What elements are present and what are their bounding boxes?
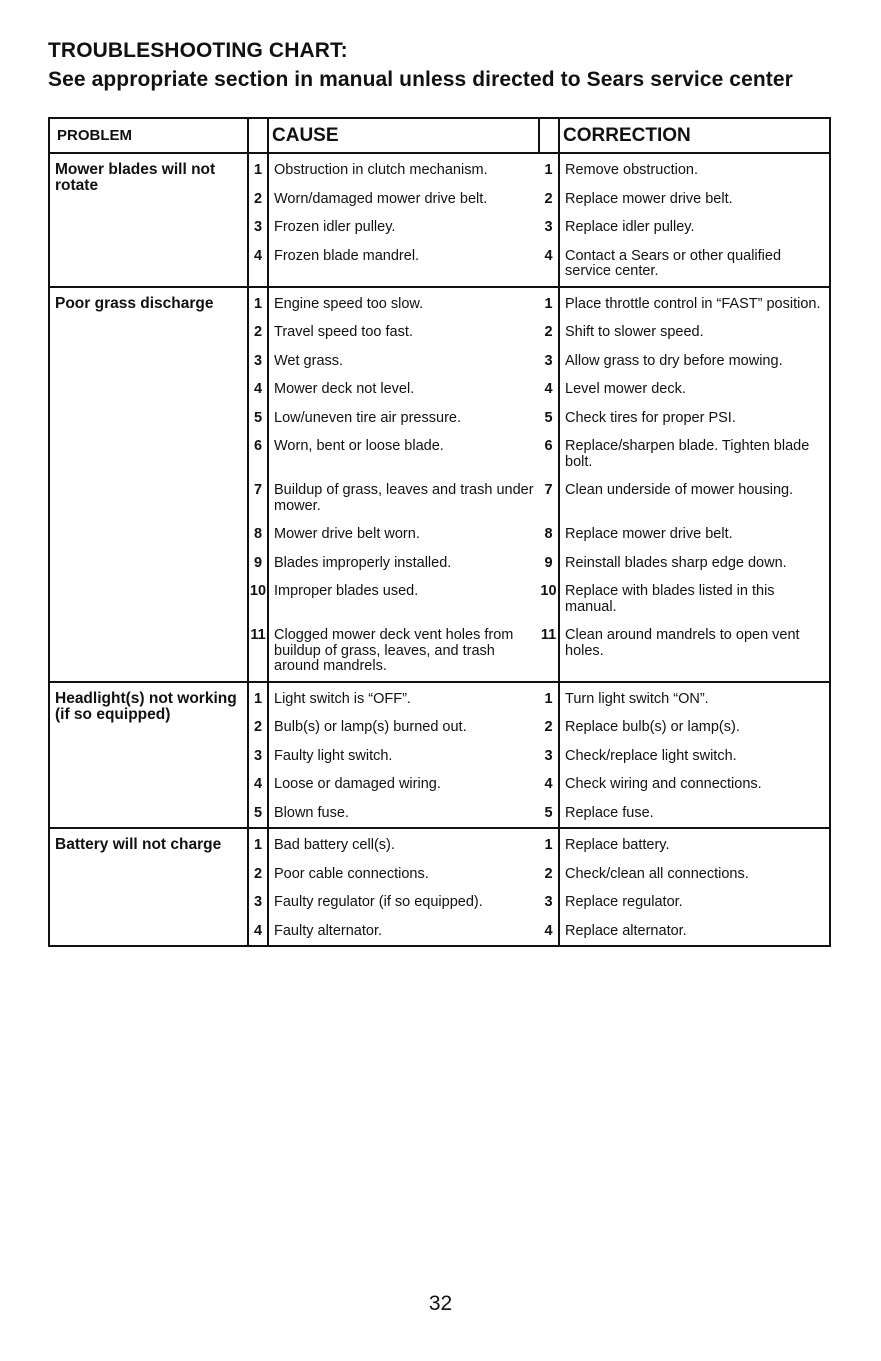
problem-cell: Headlight(s) not working (if so equipped) <box>49 682 248 829</box>
correction-number: 9 <box>539 549 559 578</box>
cause-cell: Blown fuse. <box>274 804 349 821</box>
table-row <box>49 828 830 860</box>
correction-number: 5 <box>539 404 559 433</box>
correction-cell: Allow grass to dry before mowing. <box>565 352 783 369</box>
cause-number: 1 <box>248 682 268 714</box>
correction-cell: Check/replace light switch. <box>565 747 737 764</box>
cause-number: 7 <box>248 476 268 520</box>
correction-number: 1 <box>539 287 559 319</box>
correction-number: 3 <box>539 742 559 771</box>
correction-cell: Check tires for proper PSI. <box>565 409 736 426</box>
correction-number: 3 <box>539 347 559 376</box>
correction-number: 1 <box>539 828 559 860</box>
cause-cell: Low/uneven tire air pressure. <box>274 409 461 426</box>
correction-number: 2 <box>539 713 559 742</box>
cause-cell: Bad battery cell(s). <box>268 828 539 860</box>
correction-cell: Replace idler pulley. <box>565 219 695 235</box>
cause-cell: Engine speed too slow. <box>268 287 539 319</box>
cause-number: 4 <box>248 375 268 404</box>
cause-number: 3 <box>248 888 268 917</box>
correction-cell: Replace battery. <box>559 828 830 860</box>
correction-cell: Reinstall blades sharp edge down. <box>565 554 787 571</box>
page-subtitle: See appropriate section in manual unless directed to Sears service center <box>48 68 793 91</box>
cause-cell: Light switch is “OFF”. <box>268 682 539 714</box>
cause-number: 1 <box>248 828 268 860</box>
correction-number: 1 <box>539 153 559 185</box>
column-header-cause-number <box>248 118 268 153</box>
cause-number: 1 <box>248 287 268 319</box>
correction-number: 8 <box>539 520 559 549</box>
page-number: 32 <box>428 1292 453 1315</box>
correction-number: 6 <box>539 432 559 476</box>
cause-number: 2 <box>248 713 268 742</box>
correction-number: 4 <box>539 770 559 799</box>
correction-cell: Check wiring and connections. <box>565 776 762 792</box>
cause-cell: Bulb(s) or lamp(s) burned out. <box>274 719 467 735</box>
cause-cell: Faulty alternator. <box>274 922 382 939</box>
correction-cell: Contact a Sears or other qualified service center. <box>565 247 782 279</box>
cause-cell: Clogged mower deck vent holes from buildup of grass, leaves, and trash around mandrels. <box>274 627 514 674</box>
cause-number: 2 <box>248 185 268 214</box>
correction-number: 4 <box>539 242 559 287</box>
cause-number: 10 <box>248 577 268 621</box>
correction-number: 7 <box>539 476 559 520</box>
correction-number: 11 <box>539 621 559 682</box>
table-row <box>49 682 830 714</box>
table-row <box>49 153 830 185</box>
problem-cell: Poor grass discharge <box>49 287 248 682</box>
cause-number: 9 <box>248 549 268 578</box>
correction-cell: Clean underside of mower housing. <box>565 482 794 498</box>
correction-number: 10 <box>539 577 559 621</box>
correction-number: 4 <box>539 917 559 947</box>
cause-number: 3 <box>248 347 268 376</box>
correction-number: 2 <box>539 318 559 347</box>
correction-cell: Replace fuse. <box>565 804 654 821</box>
column-header-correction-number <box>539 118 559 153</box>
correction-cell: Replace mower drive belt. <box>565 526 733 542</box>
correction-cell: Replace regulator. <box>565 894 683 910</box>
cause-number: 2 <box>248 860 268 889</box>
cause-cell: Loose or damaged wiring. <box>274 776 441 792</box>
correction-number: 4 <box>539 375 559 404</box>
column-header-correction: CORRECTION <box>559 118 830 153</box>
problem-cell: Battery will not charge <box>49 828 248 946</box>
cause-cell: Mower drive belt worn. <box>274 526 420 542</box>
cause-number: 1 <box>248 153 268 185</box>
correction-number: 1 <box>539 682 559 714</box>
correction-number: 2 <box>539 185 559 214</box>
correction-number: 5 <box>539 799 559 829</box>
cause-cell: Travel speed too fast. <box>274 324 413 340</box>
correction-number: 2 <box>539 860 559 889</box>
correction-cell: Replace/sharpen blade. Tighten blade bolt. <box>565 438 810 470</box>
correction-cell: Replace with blades listed in this manual. <box>565 583 775 615</box>
correction-cell: Place throttle control in “FAST” position. <box>559 287 830 319</box>
cause-cell: Wet grass. <box>274 352 344 369</box>
correction-cell: Check/clean all connections. <box>565 865 749 882</box>
page-title: TROUBLESHOOTING CHART: <box>48 39 348 62</box>
column-header-cause: CAUSE <box>268 118 539 153</box>
cause-number: 4 <box>248 242 268 287</box>
table-row <box>49 287 830 319</box>
cause-cell: Faulty regulator (if so equipped). <box>274 894 483 910</box>
correction-cell: Replace alternator. <box>565 922 687 939</box>
correction-cell: Clean around mandrels to open vent holes. <box>565 627 800 659</box>
column-header-problem: PROBLEM <box>49 118 248 153</box>
cause-cell: Frozen blade mandrel. <box>274 247 420 264</box>
cause-cell: Poor cable connections. <box>274 865 429 882</box>
cause-cell: Mower deck not level. <box>274 381 415 397</box>
correction-cell: Replace bulb(s) or lamp(s). <box>565 719 740 735</box>
cause-cell: Blades improperly installed. <box>274 554 452 571</box>
correction-cell: Shift to slower speed. <box>565 324 704 340</box>
table-header-row <box>49 118 830 153</box>
cause-number: 5 <box>248 404 268 433</box>
correction-cell: Turn light switch “ON”. <box>559 682 830 714</box>
troubleshooting-table <box>48 117 831 947</box>
correction-number: 3 <box>539 888 559 917</box>
cause-cell: Improper blades used. <box>274 583 419 599</box>
cause-cell: Worn, bent or loose blade. <box>274 438 444 454</box>
cause-number: 11 <box>248 621 268 682</box>
cause-number: 6 <box>248 432 268 476</box>
correction-cell: Replace mower drive belt. <box>565 190 733 207</box>
correction-number: 3 <box>539 213 559 242</box>
correction-cell: Remove obstruction. <box>559 153 830 185</box>
cause-cell: Buildup of grass, leaves and trash under mower. <box>274 482 534 514</box>
cause-number: 2 <box>248 318 268 347</box>
cause-number: 8 <box>248 520 268 549</box>
cause-number: 5 <box>248 799 268 829</box>
problem-cell: Mower blades will not rotate <box>49 153 248 287</box>
correction-cell: Level mower deck. <box>565 381 686 397</box>
cause-number: 3 <box>248 742 268 771</box>
cause-number: 3 <box>248 213 268 242</box>
cause-number: 4 <box>248 770 268 799</box>
cause-number: 4 <box>248 917 268 947</box>
cause-cell: Faulty light switch. <box>274 747 393 764</box>
cause-cell: Frozen idler pulley. <box>274 219 396 235</box>
cause-cell: Worn/damaged mower drive belt. <box>274 190 488 207</box>
cause-cell: Obstruction in clutch mechanism. <box>268 153 539 185</box>
